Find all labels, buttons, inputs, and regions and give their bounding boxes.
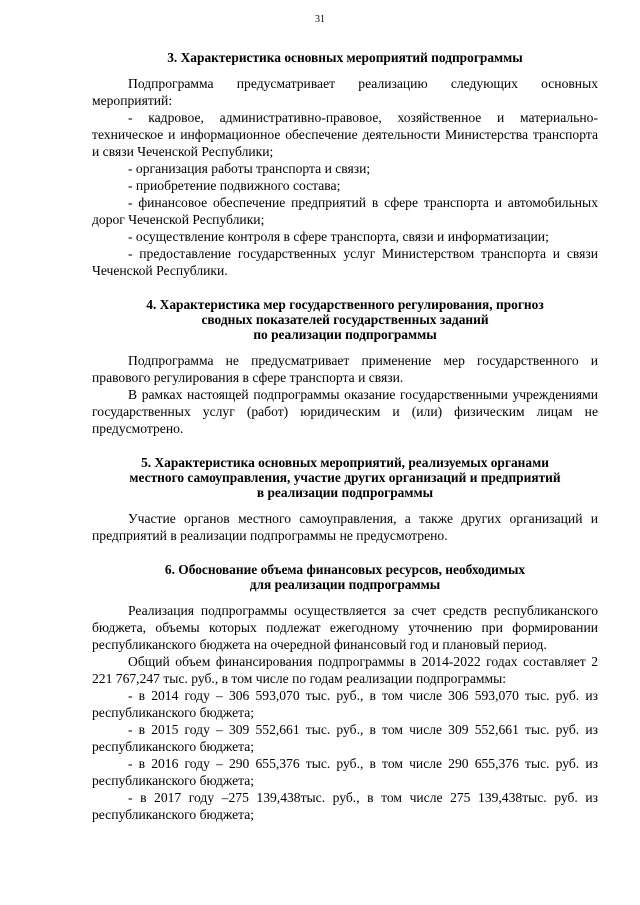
section-6-list-item: - в 2015 году – 309 552,661 тыс. руб., в том числе 309 552,661 тыс. руб. из республиканского бюджета;	[92, 722, 598, 754]
heading-line: для реализации подпрограммы	[249, 577, 441, 592]
section-3-list-item: - предоставление государственных услуг Министерством транспорта и связи Чеченской Республики.	[92, 246, 598, 278]
heading-line: сводных показателей государственных заданий	[201, 312, 489, 327]
page-number: 31	[315, 14, 325, 25]
section-6-heading	[92, 562, 598, 592]
section-6-list-item: - в 2017 году –275 139,438тыс. руб., в том числе 275 139,438тыс. руб. из республиканского бюджета;	[92, 790, 598, 822]
section-3-list-item: - приобретение подвижного состава;	[128, 178, 341, 193]
heading-line: по реализации подпрограммы	[253, 327, 437, 342]
section-3-list-item: - финансовое обеспечение предприятий в сфере транспорта и автомобильных дорог Чеченской Республики;	[92, 195, 598, 227]
section-6-list-item: - в 2014 году – 306 593,070 тыс. руб., в том числе 306 593,070 тыс. руб. из республиканского бюджета;	[92, 688, 598, 720]
document-body	[92, 50, 598, 823]
section-3-paragraph: Подпрограмма предусматривает реализацию следующих основных мероприятий:	[92, 76, 598, 108]
heading-line: 6. Обоснование объема финансовых ресурсов, необходимых	[164, 562, 526, 577]
section-6-paragraph: Общий объем финансирования подпрограммы в 2014-2022 годах составляет 2 221 767,247 тыс. руб., в том числе по годам реализации подпрограммы:	[92, 654, 598, 686]
section-6-list-item: - в 2016 году – 290 655,376 тыс. руб., в том числе 290 655,376 тыс. руб. из республиканского бюджета;	[92, 756, 598, 788]
section-6-paragraph: Реализация подпрограммы осуществляется за счет средств республиканского бюджета, объемы которых подлежат ежегодному уточнению при формировании республиканского бюджета на очередной финансовый год и плановый период.	[92, 603, 598, 652]
section-4-paragraph: В рамках настоящей подпрограммы оказание государственными учреждениями государственных услуг (работ) юридическим и (или) физическим лицам не предусмотрено.	[92, 387, 598, 436]
section-6	[92, 562, 598, 823]
heading-line: 5. Характеристика основных мероприятий, реализуемых органами	[141, 455, 549, 470]
section-4-heading	[92, 297, 598, 342]
section-5	[92, 455, 598, 544]
heading-line: 4. Характеристика мер государственного регулирования, прогноз	[146, 297, 544, 312]
section-4-paragraph: Подпрограмма не предусматривает применение мер государственного и правового регулирования в сфере транспорта и связи.	[92, 353, 598, 385]
section-5-paragraph: Участие органов местного самоуправления, а также других организаций и предприятий в реализации подпрограммы не предусмотрено.	[92, 511, 598, 543]
section-4	[92, 297, 598, 437]
section-3	[92, 50, 598, 279]
heading-line: местного самоуправления, участие других организаций и предприятий	[129, 470, 561, 485]
section-3-list-item: - осуществление контроля в сфере транспорта, связи и информатизации;	[128, 229, 549, 244]
section-3-heading: 3. Характеристика основных мероприятий подпрограммы	[167, 50, 523, 65]
section-5-heading	[92, 455, 598, 500]
section-3-list-item: - кадровое, административно-правовое, хозяйственное и материально-техническое и информационное обеспечение деятельности Министерства транспорта и связи Чеченской Республики;	[92, 110, 598, 159]
heading-line: в реализации подпрограммы	[256, 485, 434, 500]
section-3-list-item: - организация работы транспорта и связи;	[128, 161, 371, 176]
